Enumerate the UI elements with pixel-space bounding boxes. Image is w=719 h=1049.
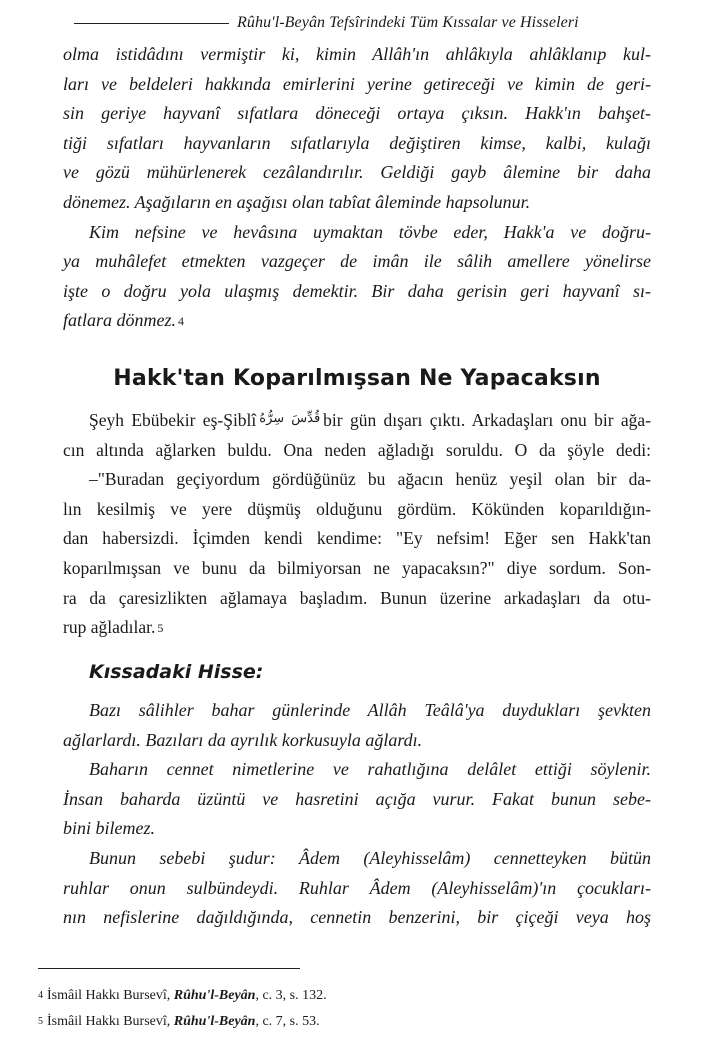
text-span: fatlara dönmez. xyxy=(63,310,177,331)
hisse-text xyxy=(63,696,651,933)
text-line: İnsan baharda üzüntü ve hasretini açığa vurur. Fakat bunun sebe- xyxy=(63,788,651,809)
text-line: ları ve beldeleri hakkında emirlerini yerine getireceği ve kimin de geri- xyxy=(63,73,651,94)
footnote-author: İsmâil Hakkı Bursevî, xyxy=(47,988,174,1003)
footnote-number: 4 xyxy=(38,990,43,1001)
text-line: dan habersizdi. İçimden kendi kendime: "Ey nefsim! Eğer sen Hakk'tan xyxy=(63,528,651,549)
running-header xyxy=(74,12,650,34)
text-line xyxy=(63,613,651,643)
text-line: Bazı sâlihler bahar günlerinde Allâh Teâlâ'ya duydukları şevkten xyxy=(89,700,651,720)
honorific-symbol: قُدِّسَ سِرُّهُ xyxy=(259,411,321,426)
text-line: tiği sıfatları hayvanların sıfatlarıyla değiştiren kimse, kalbi, kulağı xyxy=(63,132,651,153)
intro-text xyxy=(63,40,651,336)
text-line xyxy=(63,306,651,336)
text-span: bir gün dışarı çıktı. Arkadaşları onu bir ağa- xyxy=(323,410,652,430)
footnote-item xyxy=(38,986,327,1007)
text-line: Baharın cennet nimetlerine ve rahatlığına delâlet ettiği söylenir. xyxy=(89,759,651,780)
section-title: Hakk'tan Koparılmışsan Ne Yapacaksın xyxy=(113,366,601,391)
footnote-ref-text: , c. 7, s. 53. xyxy=(255,1014,320,1029)
header-title: Rûhu'l-Beyân Tefsîrindeki Tüm Kıssalar ve Hisseleri xyxy=(237,14,579,31)
text-line: koparılmışsan ve bunu da bilmiyorsan ne yapacaksın?" diye sordum. Son- xyxy=(63,557,651,578)
footnote-work: Rûhu'l-Beyân xyxy=(173,988,256,1003)
footnote-author: İsmâil Hakkı Bursevî, xyxy=(47,1014,174,1029)
header-rule xyxy=(74,23,229,24)
text-line: bini bilemez. xyxy=(63,818,155,839)
text-line: cın altında ağlarken buldu. Ona neden ağladığı soruldu. O da şöyle dedi: xyxy=(63,439,651,460)
text-span: rup ağladılar. xyxy=(63,617,156,638)
text-line: –"Buradan geçiyordum gördüğünüz bu ağacın henüz yeşil olan bir da- xyxy=(89,469,651,490)
text-line: dönemez. Aşağıların en aşağısı olan tabîat âleminde hapsolunur. xyxy=(63,191,531,212)
footnote-work: Rûhu'l-Beyân xyxy=(173,1014,256,1029)
footnote-ref: 5 xyxy=(157,621,164,636)
text-line: ağlarlardı. Bazıları da ayrılık korkusuyla ağlardı. xyxy=(63,729,423,750)
footnote-rule xyxy=(38,968,300,969)
text-line: ra da çaresizlikten ağlamaya başladım. Bunun üzerine arkadaşları da otu- xyxy=(63,587,651,608)
text-line xyxy=(63,406,651,436)
text-line: lın kesilmiş ve yere düşmüş olduğunu gördüm. Kökünden koparıldığın- xyxy=(63,498,651,519)
footnote-ref-text: , c. 3, s. 132. xyxy=(255,988,327,1003)
text-line: sin geriye hayvanî sıfatlara döneceği ortaya çıksın. Hakk'ın bahşet- xyxy=(63,103,651,124)
text-span: Şeyh Ebübekir eş-Şiblî xyxy=(89,410,257,430)
text-line: ve gözü mühürlenerek cezâlandırılır. Geldiği gayb âlemine bir daha xyxy=(63,162,651,183)
text-line: Kim nefsine ve hevâsına uymaktan tövbe eder, Hakk'a ve doğru- xyxy=(89,221,651,242)
footnote-item xyxy=(38,1012,320,1033)
text-line: işte o doğru yola ulaşmış demektir. Bir daha gerisin geri hayvanî sı- xyxy=(63,280,651,301)
text-line: ya muhâlefet etmekten vazgeçer de imân ile sâlih amellere yönelirse xyxy=(63,251,651,272)
text-line: olma istidâdını vermiştir ki, kimin Allâh'ın ahlâkıyla ahlâklanıp kul- xyxy=(63,44,651,64)
hisse-title: Kıssadaki Hisse: xyxy=(89,661,264,683)
text-line: ruhlar onun sulbündeydi. Ruhlar Âdem (Aleyhisselâm)'ın çocukları- xyxy=(63,877,651,898)
section-text xyxy=(63,406,651,643)
footnote-ref: 4 xyxy=(178,314,185,329)
text-line: Bunun sebebi şudur: Âdem (Aleyhisselâm) cennetteyken bütün xyxy=(89,847,651,868)
footnote-number: 5 xyxy=(38,1016,43,1027)
text-line: nın nefislerine dağıldığında, cennetin benzerini, bir çiçeği veya hoş xyxy=(63,907,651,928)
